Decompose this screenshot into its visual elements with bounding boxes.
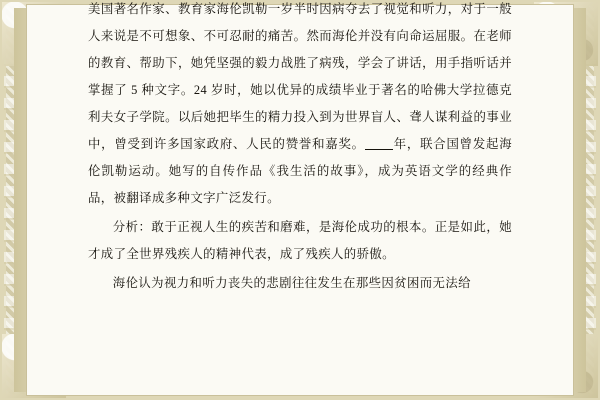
paragraph-text: 海伦认为视力和听力丧失的悲剧往往发生在那些因贫困而无法给 xyxy=(112,276,471,290)
paragraph-text: 美国著名作家、教育家海伦凯勒一岁半时因病夺去了视觉和听力，对于一般人来说是不可想象、不可忍耐的痛苦。然而海伦并没有向命运屈服。在老师的教育、帮助下，她凭坚强的毅力战胜了病残，学会了讲话，用手指听话并掌握了 5 种文字。24 岁时，她以优异的成绩毕业于著名的哈佛大学拉德克利夫女子学院。以后她把毕生的精力投入到为世界盲人、聋人谋利益的事业中，曾受到许多国家政府、人民的赞誉和嘉奖。 xyxy=(88,2,512,151)
paragraph-text: 年，联合国曾发起海伦凯勒运动。她写的自传作品《我生活的故事》，成为英语文学的经典作品，被翻译成多种文字广泛发行。 xyxy=(88,137,512,205)
paragraph xyxy=(88,270,512,297)
paragraph xyxy=(88,0,512,212)
document-body xyxy=(88,0,512,297)
paragraph xyxy=(88,214,512,268)
document-text-column xyxy=(88,0,512,400)
paragraph-text: 分析：敢于正视人生的疾苦和磨难，是海伦成功的根本。正是如此，她才成了全世界残疾人的精神代表，成了残疾人的骄傲。 xyxy=(88,220,512,261)
fill-in-blank xyxy=(365,149,394,150)
